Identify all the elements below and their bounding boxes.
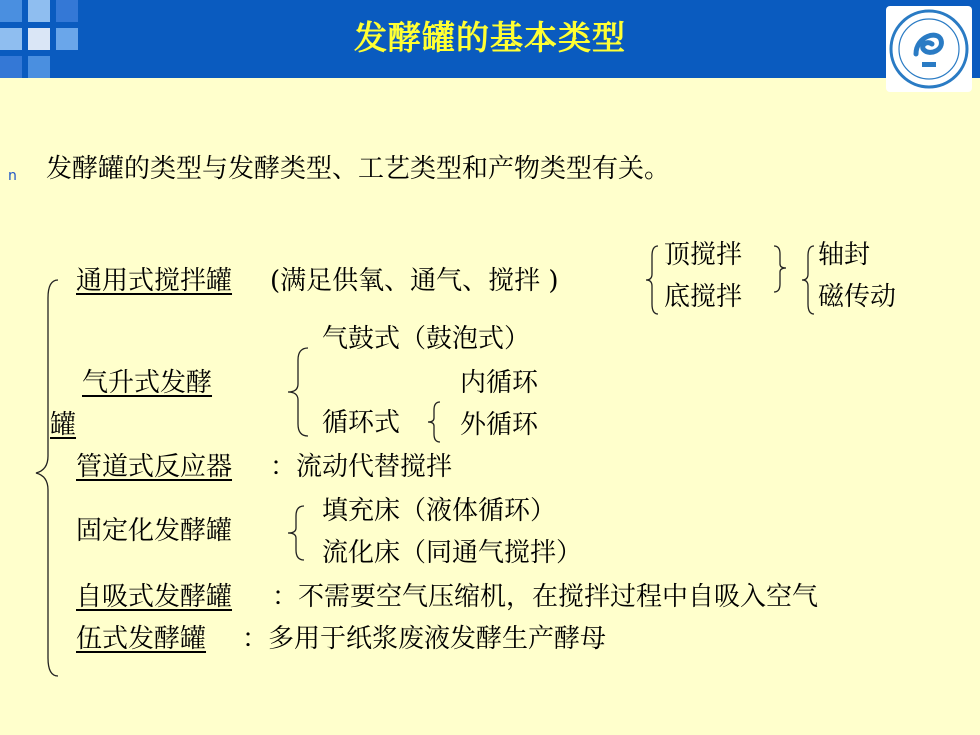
brace-seal [800, 244, 816, 316]
bottom-stirring: 底搅拌 [664, 282, 743, 312]
intro-text: 发酵罐的类型与发酵类型、工艺类型和产物类型有关。 [46, 154, 671, 184]
magnetic-drive: 磁传动 [818, 282, 897, 312]
packed-bed: 填充床（液体循环） [322, 496, 557, 526]
top-stirring: 顶搅拌 [664, 240, 743, 270]
brace-stir-position [644, 244, 660, 316]
decor-square [28, 56, 50, 78]
self-suction-desc: ：不需要空气压缩机，在搅拌过程中自吸入空气 [272, 582, 819, 612]
airlift-tank-name-cont: 罐 [50, 410, 77, 440]
decor-square [0, 56, 22, 78]
university-logo [886, 6, 972, 92]
slide-title: 发酵罐的基本类型 [354, 18, 626, 57]
brace-right-1 [772, 244, 788, 294]
pipe-reactor-name: 管道式反应器 [76, 452, 233, 482]
brace-immobilized [286, 504, 306, 562]
brace-circulation [426, 400, 442, 444]
seal-icon [886, 6, 972, 92]
outer-loop: 外循环 [460, 410, 539, 440]
general-tank-desc: (满足供氧、通气、搅拌 ) [270, 266, 559, 296]
circulation-type: 循环式 [322, 408, 401, 438]
outer-brace [30, 278, 60, 678]
airlift-tank-name: 气升式发酵 [82, 368, 213, 398]
fluidized-bed: 流化床（同通气搅拌） [322, 538, 583, 568]
inner-loop: 内循环 [460, 368, 539, 398]
wu-tank-desc: ：多用于纸浆废液发酵生产酵母 [242, 624, 607, 654]
pipe-reactor-desc: ：流动代替搅拌 [270, 452, 453, 482]
brace-airlift [286, 346, 310, 438]
immobilized-tank-name: 固定化发酵罐 [76, 516, 233, 546]
self-suction-tank-name: 自吸式发酵罐 [76, 582, 233, 612]
wu-tank-name: 伍式发酵罐 [76, 624, 207, 654]
bubble-column: 气鼓式（鼓泡式） [322, 324, 531, 354]
general-tank-name: 通用式搅拌罐 [76, 266, 233, 296]
bullet-marker: n [8, 168, 17, 184]
shaft-seal: 轴封 [818, 240, 871, 270]
